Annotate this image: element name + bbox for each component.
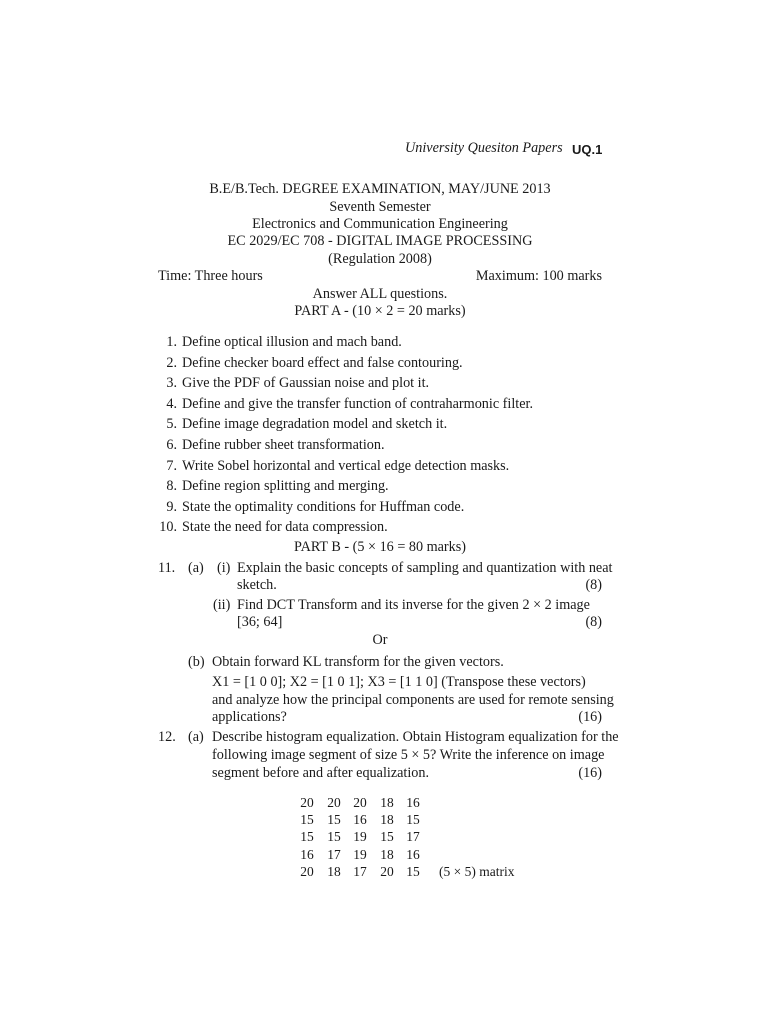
matrix-cell: 18 <box>380 795 394 810</box>
q11-a-i-text: Explain the basic concepts of sampling and quantization with neat <box>237 560 613 576</box>
part-a-question-text: Define rubber sheet transformation. <box>182 437 385 453</box>
matrix-cell: 17 <box>327 847 341 862</box>
exam-title: B.E/B.Tech. DEGREE EXAMINATION, MAY/JUNE 2013 <box>209 181 551 197</box>
matrix-cell: 20 <box>300 864 314 879</box>
matrix-cell: 17 <box>406 829 420 844</box>
matrix-cell: 15 <box>406 864 420 879</box>
matrix-cell: 16 <box>353 812 367 827</box>
matrix-cell: 15 <box>406 812 420 827</box>
q11-b-vectors: X1 = [1 0 0]; X2 = [1 0 1]; X3 = [1 1 0] (Transpose these vectors) <box>212 674 586 690</box>
q11-b-text-end: applications? <box>212 709 287 725</box>
q12-a-text-cont: following image segment of size 5 × 5? Write the inference on image <box>212 747 605 763</box>
matrix-caption: (5 × 5) matrix <box>439 864 515 879</box>
part-a-question-number: 6. <box>166 437 177 453</box>
matrix-cell: 20 <box>353 795 367 810</box>
part-a-question-text: Write Sobel horizontal and vertical edge detection masks. <box>182 458 510 474</box>
part-a-question-text: Define and give the transfer function of contraharmonic filter. <box>182 396 534 412</box>
matrix-cell: 15 <box>300 812 314 827</box>
matrix-cell: 17 <box>353 864 367 879</box>
matrix-cell: 20 <box>327 795 341 810</box>
semester: Seventh Semester <box>329 199 431 215</box>
part-a-question-text: Define region splitting and merging. <box>182 478 389 494</box>
q11-b-text: Obtain forward KL transform for the given vectors. <box>212 654 504 670</box>
q11-a-i-marks: (8) <box>585 577 602 593</box>
part-a-question-text: Define image degradation model and sketch it. <box>182 416 448 432</box>
q11-a-i-text-cont: sketch. <box>237 577 277 593</box>
course-title: EC 2029/EC 708 - DIGITAL IMAGE PROCESSING <box>227 233 533 249</box>
q11-a-ii-marks: (8) <box>585 614 602 630</box>
q11-a-ii-matrix: [36; 64] <box>237 614 283 630</box>
matrix-cell: 15 <box>327 812 341 827</box>
running-title: University Quesiton Papers <box>405 140 563 156</box>
q11-b-text-cont: and analyze how the principal components are used for remote sensing <box>212 692 614 708</box>
part-a-question-number: 1. <box>166 334 177 350</box>
matrix-cell: 19 <box>353 847 367 862</box>
matrix-cell: 18 <box>380 812 394 827</box>
matrix-cell: 15 <box>380 829 394 844</box>
maximum-marks: Maximum: 100 marks <box>475 268 602 284</box>
part-a-heading: PART A - (10 × 2 = 20 marks) <box>294 303 466 319</box>
page-label: UQ.1 <box>572 142 603 157</box>
regulation: (Regulation 2008) <box>328 251 432 267</box>
part-a-question-text: Define checker board effect and false contouring. <box>182 355 463 371</box>
department: Electronics and Communication Engineering <box>252 216 508 232</box>
q11-b-label: (b) <box>188 654 205 670</box>
matrix-cell: 15 <box>300 829 314 844</box>
matrix-cell: 16 <box>406 795 420 810</box>
matrix-cell: 16 <box>406 847 420 862</box>
q11-a-ii-text: Find DCT Transform and its inverse for the given 2 × 2 image <box>237 597 590 613</box>
part-a-question-text: Define optical illusion and mach band. <box>182 334 402 350</box>
part-a-question-number: 2. <box>166 355 177 371</box>
matrix-cell: 15 <box>327 829 341 844</box>
matrix-cell: 18 <box>380 847 394 862</box>
q11-number: 11. <box>158 560 176 576</box>
part-a-question-number: 8. <box>166 478 177 494</box>
part-a-question-number: 9. <box>166 499 177 515</box>
part-a-question-text: Give the PDF of Gaussian noise and plot it. <box>182 375 430 391</box>
q11-a-label: (a) <box>188 560 204 576</box>
q11-or: Or <box>372 632 388 648</box>
q12-a-text: Describe histogram equalization. Obtain Histogram equalization for the <box>212 729 619 745</box>
matrix-cell: 20 <box>380 864 394 879</box>
time-allowed: Time: Three hours <box>158 268 263 284</box>
matrix-cell: 20 <box>300 795 314 810</box>
q11-b-marks: (16) <box>578 709 602 725</box>
part-b-heading: PART B - (5 × 16 = 80 marks) <box>293 539 466 555</box>
part-a-question-text: State the optimality conditions for Huffman code. <box>182 499 465 515</box>
q11-a-i-label: (i) <box>217 560 231 576</box>
matrix-cell: 19 <box>353 829 367 844</box>
part-a-question-text: State the need for data compression. <box>182 519 388 535</box>
q11-a-ii-label: (ii) <box>213 597 231 613</box>
part-a-question-number: 7. <box>166 458 177 474</box>
part-a-question-number: 3. <box>166 375 177 391</box>
part-a-question-number: 10. <box>159 519 177 535</box>
matrix-cell: 18 <box>327 864 341 879</box>
q12-a-text-end: segment before and after equalization. <box>212 765 430 781</box>
matrix-cell: 16 <box>300 847 314 862</box>
q12-a-marks: (16) <box>578 765 602 781</box>
instruction: Answer ALL questions. <box>312 286 448 302</box>
q12-number: 12. <box>158 729 176 745</box>
part-a-question-number: 4. <box>166 396 177 412</box>
part-a-question-number: 5. <box>166 416 177 432</box>
q12-a-label: (a) <box>188 729 204 745</box>
